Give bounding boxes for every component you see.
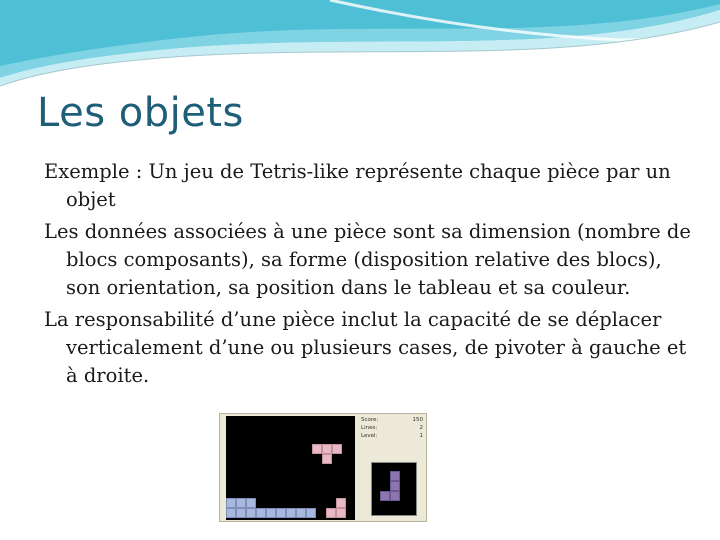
tetris-screenshot <box>219 413 427 522</box>
lines-value: 2 <box>419 425 423 431</box>
tetris-block <box>256 508 266 518</box>
tetris-block <box>390 471 400 481</box>
tetris-block <box>236 498 246 508</box>
tetris-block <box>226 498 236 508</box>
tetris-block <box>226 508 236 518</box>
score-label: Score: <box>361 417 379 423</box>
tetris-block <box>306 508 316 518</box>
tetris-block <box>266 508 276 518</box>
tetris-block <box>322 444 332 454</box>
paragraph-example: Exemple : Un jeu de Tetris-like représente chaque pièce par un objet <box>44 160 671 211</box>
level-value: 1 <box>419 433 423 439</box>
tetris-block <box>380 491 390 501</box>
level-label: Level: <box>361 433 378 439</box>
tetris-block <box>390 491 400 501</box>
tetris-block <box>286 508 296 518</box>
slide-title: Les objets <box>37 90 244 136</box>
tetris-block <box>296 508 306 518</box>
level-row <box>359 432 425 440</box>
paragraph-data: Les données associées à une pièce sont sa dimension (nombre de blocs composants), sa forme (disposition relative des blocs), son orientation, sa position dans le tableau et sa couleur. <box>44 220 691 299</box>
score-row <box>359 416 425 424</box>
lines-row <box>359 424 425 432</box>
tetris-block <box>326 508 336 518</box>
tetris-block <box>336 508 346 518</box>
slide-body <box>44 158 694 394</box>
tetris-block <box>390 481 400 491</box>
paragraph-responsibility: La responsabilité d’une pièce inclut la capacité de se déplacer verticalement d’une ou plusieurs cases, de pivoter à gauche et à droite. <box>44 308 687 387</box>
tetris-block <box>246 508 256 518</box>
tetris-block <box>332 444 342 454</box>
tetris-block <box>236 508 246 518</box>
tetris-playfield <box>226 416 355 520</box>
tetris-block <box>312 444 322 454</box>
tetris-sidebar <box>359 416 425 520</box>
tetris-block <box>276 508 286 518</box>
score-value: 150 <box>412 417 423 423</box>
next-piece-preview <box>371 462 417 516</box>
header-wave-decoration <box>0 0 720 90</box>
tetris-block <box>246 498 256 508</box>
tetris-block <box>322 454 332 464</box>
tetris-block <box>336 498 346 508</box>
lines-label: Lines: <box>361 425 378 431</box>
